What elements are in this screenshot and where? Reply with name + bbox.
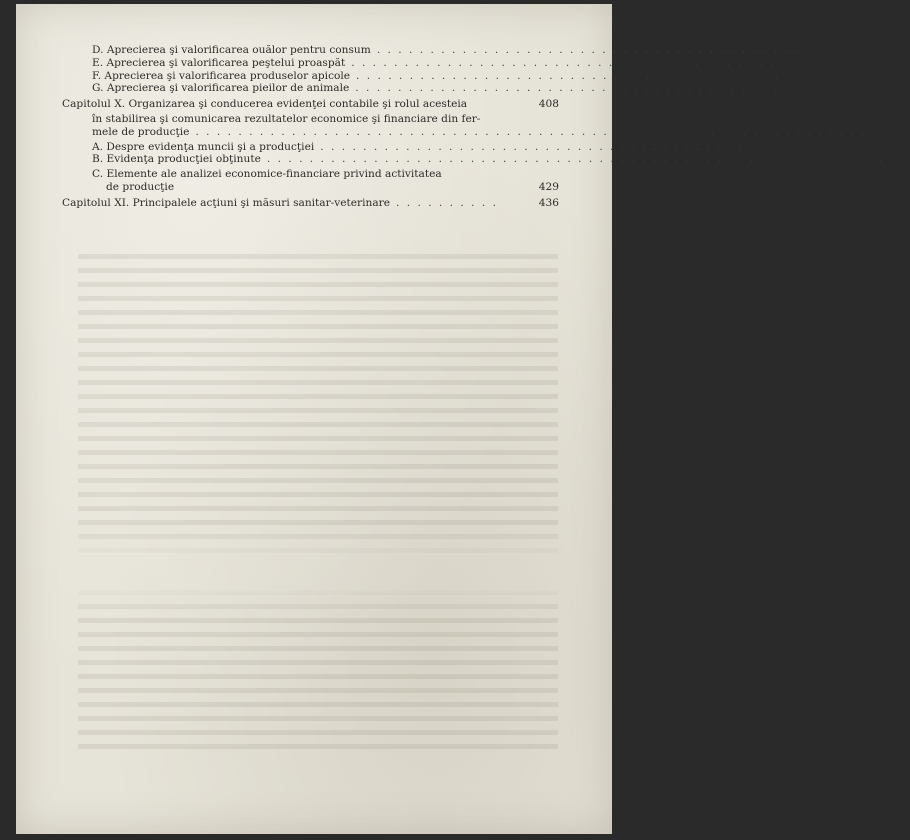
toc-entry-page: 417 bbox=[889, 153, 910, 166]
toc-chapter-x-page-first: 408 bbox=[538, 98, 559, 111]
book-page bbox=[16, 4, 910, 834]
toc-entry bbox=[62, 56, 802, 70]
dot-leader: . . . . . . . . . . . . . . . . . . . . . . . . . . . . . . . . . . . . . . . . . . . . . . . . . . . . . . . . . . bbox=[266, 153, 885, 166]
toc-chapter-xi-title: Capitolul XI. Principalele acţiuni şi măsuri sanitar-veterinare bbox=[62, 196, 390, 209]
toc-entry bbox=[62, 69, 807, 83]
dot-leader: . . . . . . . . . . . . . . . . . . . . . . . . . . . . . . . . . . . . . . . . bbox=[351, 56, 776, 69]
toc-entry-page: 405 bbox=[781, 56, 802, 69]
dot-leader: . . . . . . . . . . bbox=[395, 196, 498, 209]
toc-entry-c bbox=[62, 168, 559, 181]
dot-leader: . . . . . . . . . . . . . . . . . . . . . . . . . . . . . . . . . . . . . . . . bbox=[320, 140, 745, 153]
toc-chapter-x-line1: Capitolul X. Organizarea şi conducerea evidenţei contabile şi rolul acesteia bbox=[62, 98, 468, 111]
toc-entry bbox=[62, 153, 910, 166]
toc-chapter-xi-page: 436 bbox=[538, 196, 559, 209]
toc-chapter-x-continuation bbox=[62, 113, 559, 126]
toc-entry bbox=[62, 140, 771, 154]
reverse-side-bleed bbox=[78, 254, 558, 754]
toc-chapter-xi bbox=[62, 197, 559, 210]
toc-entry-page: 406 bbox=[785, 69, 807, 82]
toc-entry-title: G. Aprecierea şi valorificarea pieilor de animale bbox=[92, 82, 350, 95]
toc-chapter-x bbox=[62, 98, 559, 111]
dot-leader: . . . . . . . . . . . . . . . . . . . . . . . . . . . . . . . . . . . . . . . . bbox=[355, 82, 780, 95]
toc-entry-title: D. Aprecierea şi valorificarea ouălor pentru consum bbox=[92, 44, 371, 56]
toc-entry-title: B. Evidenţa producţiei obţinute bbox=[92, 153, 261, 166]
table-of-contents bbox=[62, 44, 910, 210]
toc-entry-c-last-line bbox=[62, 181, 559, 194]
toc-entry-title: E. Aprecierea şi valorificarea peştelui proaspăt bbox=[92, 56, 346, 69]
toc-chapter-x-line3: mele de producţie bbox=[92, 125, 190, 138]
toc-entry-page: 407 bbox=[785, 82, 806, 95]
dot-leader: . . . . . . . . . . . . . . . . . . . . . . . . . . . . . . . . . . . . . . . . bbox=[376, 44, 801, 56]
toc-entry-title: A. Despre evidenţa muncii şi a producţiei bbox=[92, 140, 315, 153]
toc-entry-page: 429 bbox=[538, 180, 559, 193]
toc-chapter-x-page: 412 bbox=[872, 125, 893, 138]
toc-entry bbox=[62, 44, 827, 57]
dot-leader: . . . . . . . . . . . . . . . . . . . . . . . . . . . . . . . . . . . . . . . . bbox=[356, 69, 781, 82]
toc-chapter-x-last-line bbox=[62, 125, 893, 139]
toc-entry-page: 413 bbox=[750, 140, 771, 153]
toc-chapter-x-line2: în stabilirea şi comunicarea rezultatelor economice şi financiare din fer- bbox=[92, 112, 481, 125]
dot-leader: . . . . . . . . . . . . . . . . . . . . . . . . . . . . . . . . . . . . . . . . . . . . . . . . . . . . . . . . . . . . . . . bbox=[195, 125, 867, 138]
toc-entry-page: 404 bbox=[806, 44, 827, 56]
toc-entry bbox=[62, 82, 806, 95]
toc-entry-c-line2: de producţie bbox=[106, 180, 175, 193]
toc-entry-c-line1: C. Elemente ale analizei economice-financiare privind activitatea bbox=[92, 168, 442, 181]
toc-entry-title: F. Aprecierea şi valorificarea produselor apicole bbox=[92, 69, 351, 82]
